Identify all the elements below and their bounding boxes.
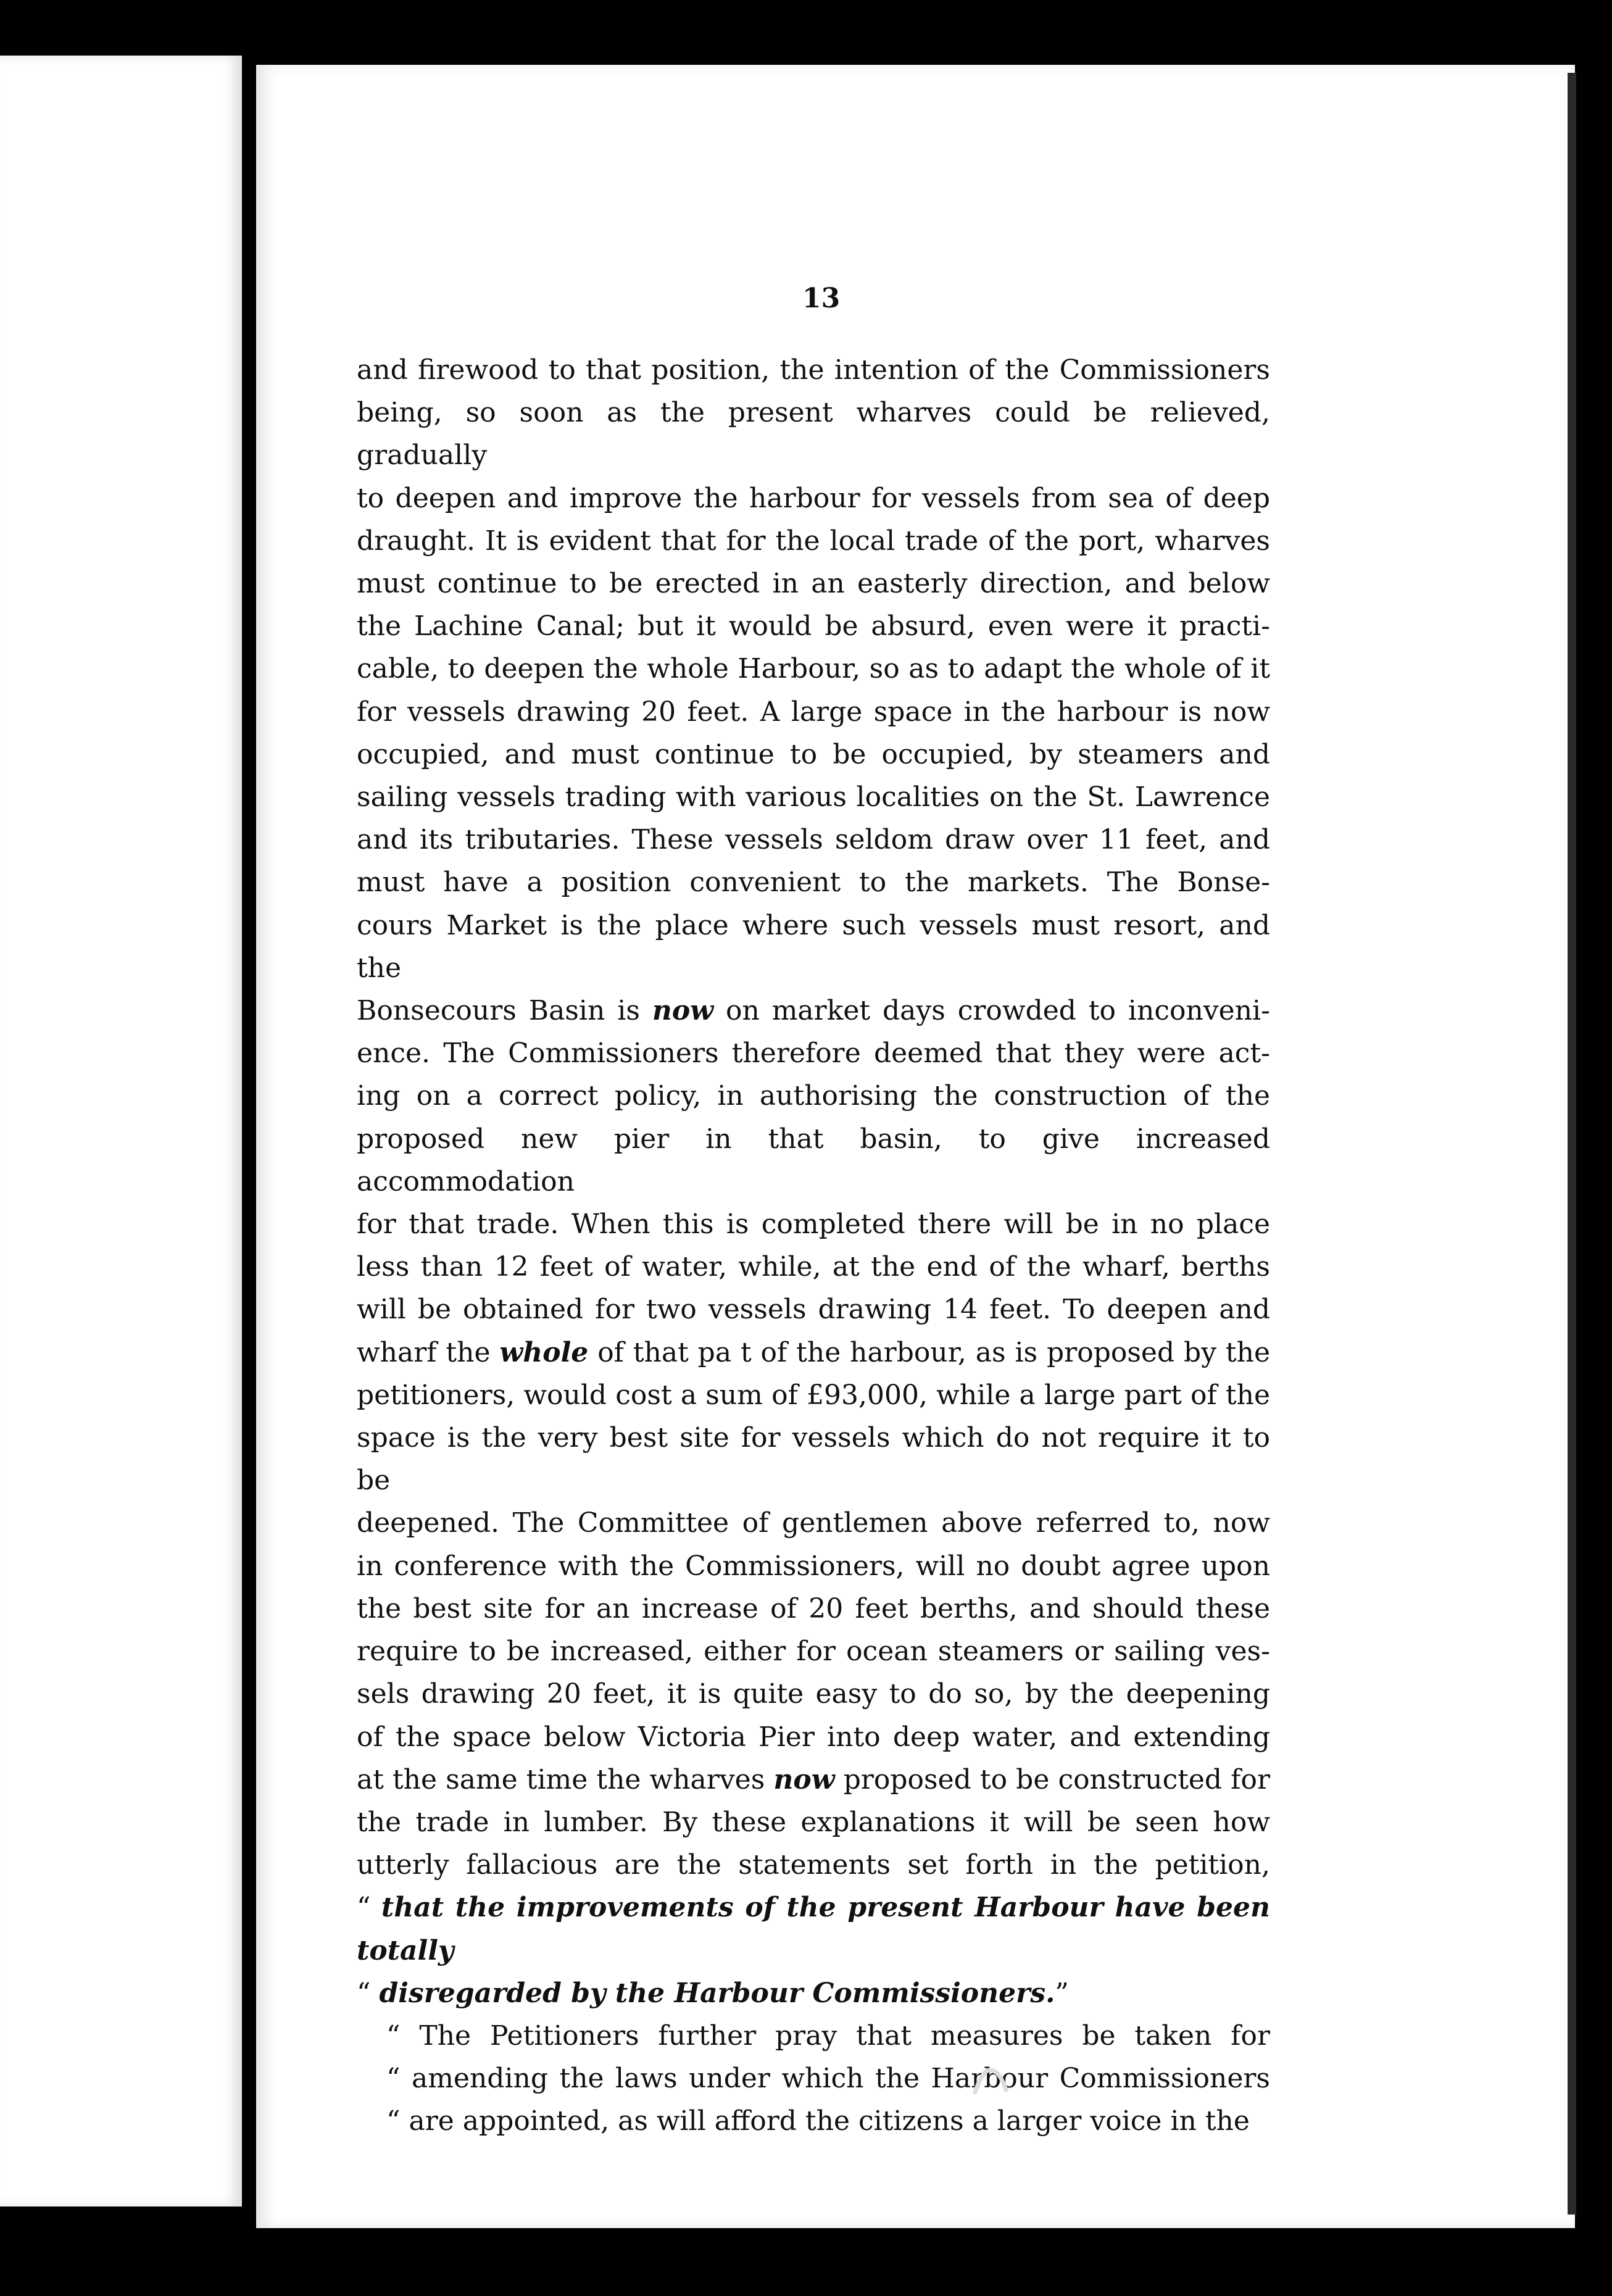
text-line: proposed new pier in that basin, to give increased accommodation <box>357 1123 1270 1197</box>
text-line: ence. The Commissioners therefore deemed that they were act- <box>357 1038 1270 1070</box>
paragraph-2 <box>357 2015 1270 2143</box>
text-line: of the space below Victoria Pier into deep water, and extending <box>357 1721 1270 1753</box>
text-line: the best site for an increase of 20 feet berths, and should these <box>357 1592 1270 1624</box>
text-line: and its tributaries. These vessels seldom draw over 11 feet, and <box>357 824 1270 856</box>
text-line: for vessels drawing 20 feet. A large space in the harbour is now <box>357 696 1270 728</box>
left-page-fragment <box>0 56 242 2207</box>
text-line: utterly fallacious are the statements set forth in the petition, <box>357 1849 1270 1881</box>
text-line: for that trade. When this is completed there will be in no place <box>357 1208 1270 1241</box>
text-line: draught. It is evident that for the local trade of the port, wharves <box>357 525 1270 557</box>
page-edge-shadow <box>1568 73 1576 2215</box>
text-line: require to be increased, either for ocean steamers or sailing ves- <box>357 1636 1270 1668</box>
text-line: occupied, and must continue to be occupied, by steamers and <box>357 738 1270 770</box>
text-line: “ are appointed, as will afford the citizens a larger voice in the <box>386 2105 1250 2137</box>
text-line: “ that the improvements of the present Harbour have been totally <box>357 1892 1270 1966</box>
page-number: 13 <box>802 283 841 314</box>
text-line: cable, to deepen the whole Harbour, so as to adapt the whole of it <box>357 653 1270 685</box>
paragraph-1 <box>357 349 1270 2015</box>
text-line: less than 12 feet of water, while, at the end of the wharf, berths <box>357 1251 1270 1283</box>
text-line: in conference with the Commissioners, will no doubt agree upon <box>357 1550 1270 1582</box>
text-line: Bonsecours Basin is now on market days crowded to inconveni- <box>357 995 1270 1027</box>
text-line: must continue to be erected in an easterly direction, and below <box>357 568 1270 600</box>
text-line: at the same time the wharves now proposed to be constructed for <box>357 1763 1270 1795</box>
text-line: and firewood to that position, the intention of the Commissioners <box>357 354 1270 386</box>
text-line: being, so soon as the present wharves could be relieved, gradually <box>357 397 1270 472</box>
text-line: sailing vessels trading with various localities on the St. Lawrence <box>357 781 1270 813</box>
text-line: cours Market is the place where such vessels must resort, and the <box>357 909 1270 984</box>
text-line: “ amending the laws under which the Harbour Commissioners <box>386 2063 1270 2095</box>
text-line: will be obtained for two vessels drawing 14 feet. To deepen and <box>357 1294 1270 1326</box>
text-line: space is the very best site for vessels which do not require it to be <box>357 1422 1270 1497</box>
text-line: wharf the whole of that pa t of the harbour, as is proposed by the <box>357 1336 1270 1368</box>
text-line: must have a position convenient to the markets. The Bonse- <box>357 867 1270 899</box>
text-line: “ disregarded by the Harbour Commissioners.” <box>357 1977 1069 2009</box>
text-line: petitioners, would cost a sum of £93,000, while a large part of the <box>357 1379 1270 1411</box>
text-line: the Lachine Canal; but it would be absurd, even were it practi- <box>357 610 1270 643</box>
text-line: ing on a correct policy, in authorising the construction of the <box>357 1080 1270 1112</box>
text-line: to deepen and improve the harbour for vessels from sea of deep <box>357 482 1270 514</box>
text-line: “ The Petitioners further pray that measures be taken for <box>386 2019 1270 2052</box>
text-line: sels drawing 20 feet, it is quite easy to do so, by the deepening <box>357 1678 1270 1710</box>
scan-mark-icon <box>969 2061 1012 2098</box>
text-line: the trade in lumber. By these explanations it will be seen how <box>357 1806 1270 1838</box>
text-line: deepened. The Committee of gentlemen above referred to, now <box>357 1507 1270 1539</box>
body-text <box>357 349 1270 2143</box>
